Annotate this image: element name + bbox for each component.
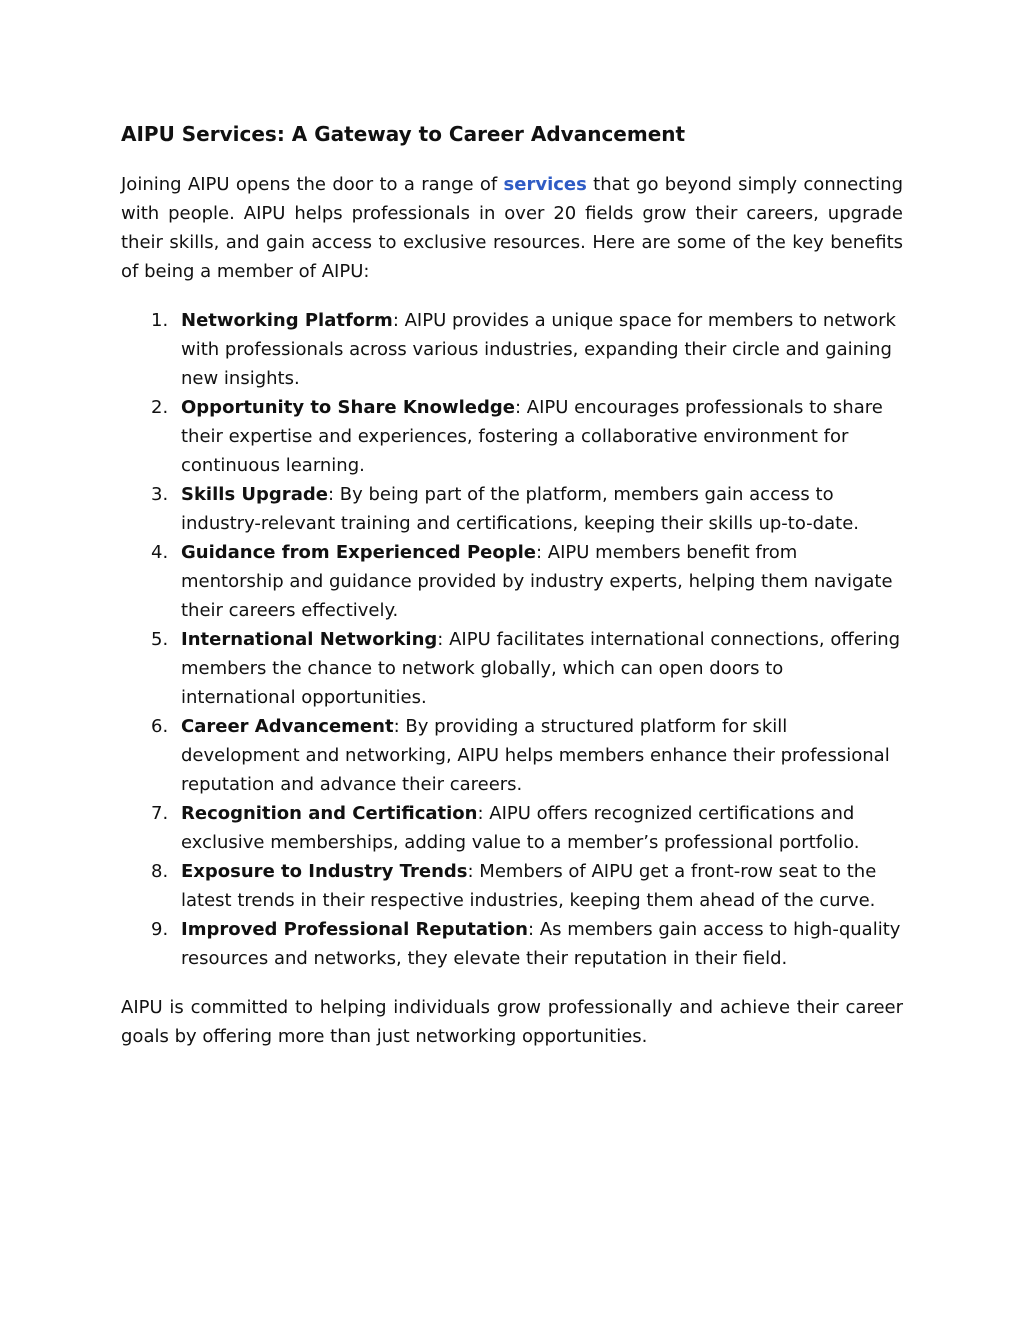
list-item [121,393,903,480]
list-item-number: 6. [151,716,169,737]
list-item-term: International Networking [181,629,438,650]
list-item [121,625,903,712]
list-item-number: 7. [151,803,169,824]
list-item-term: Improved Professional Reputation [181,919,528,940]
list-item-number: 9. [151,919,169,940]
list-item [121,480,903,538]
list-item [121,306,903,393]
intro-paragraph [121,170,903,286]
list-item-separator: : [467,861,474,882]
services-link[interactable]: services [503,174,587,195]
list-item-separator: : [392,310,399,331]
intro-text-before-link: Joining AIPU opens the door to a range of [121,174,504,195]
list-item-text: AIPU members benefit from mentorship and guidance provided by industry experts, helping them navigate their careers effectively. [181,542,893,621]
list-item-text: AIPU offers recognized certifications and exclusive memberships, adding value to a member’s professional portfolio. [181,803,860,853]
list-item-separator: : [535,542,543,563]
list-item-text: AIPU provides a unique space for members to network with professionals across various industries, expanding their circle and gaining new insights. [181,310,896,389]
list-item-separator: : [527,919,535,940]
list-item-text: AIPU encourages professionals to share their expertise and experiences, fostering a collaborative environment for continuous learning. [181,397,883,476]
list-item [121,857,903,915]
list-item-number: 5. [151,629,169,650]
document-title: AIPU Services: A Gateway to Career Advancement [121,122,686,146]
list-item-number: 1. [151,310,169,331]
list-item [121,799,903,857]
list-item-number: 3. [151,484,169,505]
list-item [121,712,903,799]
list-item-text: By being part of the platform, members gain access to industry-relevant training and certifications, keeping their skills up-to-date. [181,484,859,534]
list-item-separator: : [327,484,335,505]
list-item-term: Career Advancement [181,716,394,737]
document-page [121,120,903,1051]
list-item-number: 8. [151,861,169,882]
list-item-text: By providing a structured platform for skill development and networking, AIPU helps members enhance their professional reputation and advance their careers. [181,716,890,795]
list-item-text: AIPU facilitates international connections, offering members the chance to network globally, which can open doors to international opportunities. [181,629,901,708]
list-item-term: Recognition and Certification [181,803,478,824]
list-item [121,915,903,973]
benefits-list [121,306,903,973]
list-item-term: Guidance from Experienced People [181,542,536,563]
list-item-number: 2. [151,397,169,418]
list-item-separator: : [393,716,400,737]
intro-text-after-link: that go beyond simply connecting with people. AIPU helps professionals in over 20 fields grow their careers, upgrade their skills, and gain access to exclusive resources. Here are some of the key benefits of being a member of AIPU: [121,174,903,282]
closing-paragraph: AIPU is committed to helping individuals grow professionally and achieve their career goals by offering more than just networking opportunities. [121,997,903,1047]
list-item-term: Opportunity to Share Knowledge [181,397,515,418]
list-item-separator: : [477,803,484,824]
list-item-text: As members gain access to high-quality resources and networks, they elevate their reputation in their field. [181,919,901,969]
list-item-text: Members of AIPU get a front-row seat to the latest trends in their respective industries, keeping them ahead of the curve. [181,861,877,911]
list-item-separator: : [437,629,444,650]
list-item-term: Networking Platform [181,310,393,331]
list-item-term: Exposure to Industry Trends [181,861,468,882]
list-item-separator: : [514,397,522,418]
list-item [121,538,903,625]
list-item-number: 4. [151,542,169,563]
list-item-term: Skills Upgrade [181,484,328,505]
